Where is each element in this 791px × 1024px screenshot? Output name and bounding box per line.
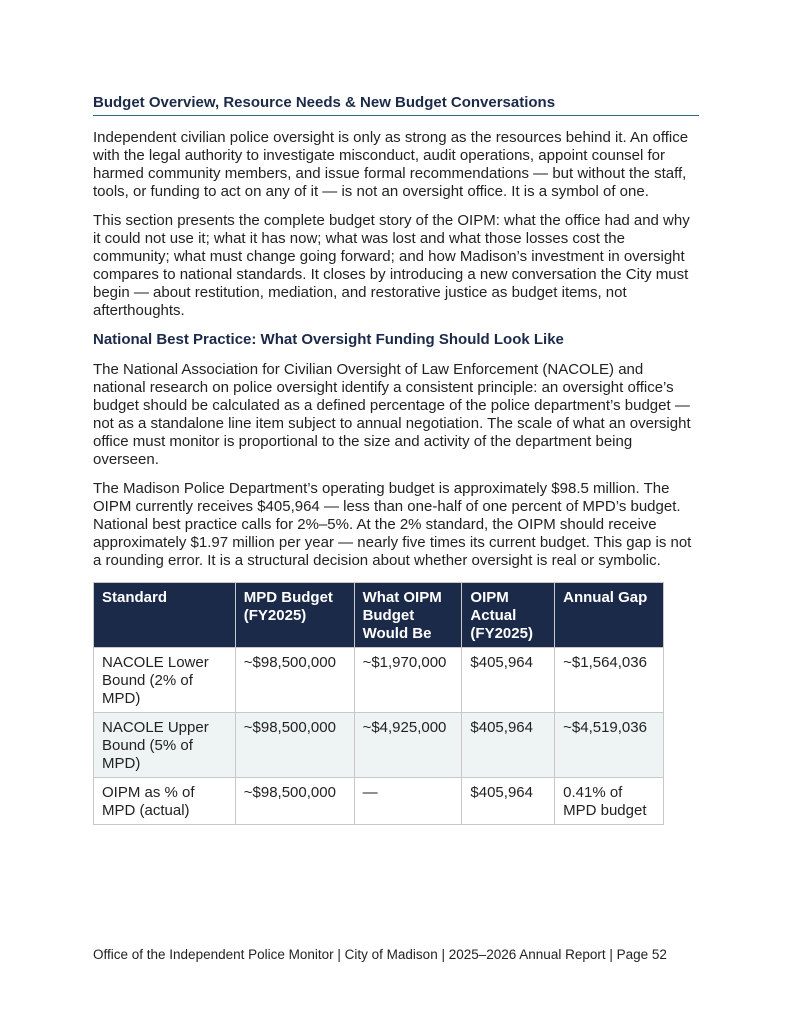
table-header-cell: Standard (94, 583, 236, 648)
table-header-cell: What OIPM Budget Would Be (354, 583, 462, 648)
table-row (94, 778, 664, 825)
budget-comparison-table (93, 582, 664, 825)
intro-paragraph-2: This section presents the complete budget story of the OIPM: what the office had and why it could not use it; what it has now; what was lost and what those losses cost the community; what must change going forward; and how Madison’s investment in oversight compares to national standards. It closes by introducing a new conversation the City must begin — about restitution, mediation, and restorative justice as budget items, not afterthoughts. (93, 212, 690, 319)
table-cell: ~$98,500,000 (235, 648, 354, 713)
page-content (93, 94, 699, 825)
table-cell: ~$1,970,000 (354, 648, 462, 713)
table-header-cell: MPD Budget (FY2025) (235, 583, 354, 648)
best-practice-paragraph-2: The Madison Police Department’s operating budget is approximately $98.5 million. The OIPM currently receives $405,964 — less than one-half of one percent of MPD’s budget. National best practice calls for 2%–5%. At the 2% standard, the OIPM should receive approximately $1.97 million per year — nearly five times its current budget. This gap is not a rounding error. It is a structural decision about whether oversight is real or symbolic. (93, 480, 692, 569)
page-footer: Office of the Independent Police Monitor | City of Madison | 2025–2026 Annual Report | Page 52 (93, 947, 667, 962)
table-row (94, 713, 664, 778)
table-row (94, 648, 664, 713)
best-practice-paragraph-1: The National Association for Civilian Oversight of Law Enforcement (NACOLE) and national research on police oversight identify a consistent principle: an oversight office’s budget should be calculated as a defined percentage of the police department’s budget — not as a standalone line item subject to annual negotiation. The scale of what an oversight office must monitor is proportional to the size and activity of the department being overseen. (93, 361, 691, 468)
table-cell: $405,964 (462, 713, 555, 778)
table-cell: $405,964 (462, 778, 555, 825)
table-cell: $405,964 (462, 648, 555, 713)
best-practice-heading: National Best Practice: What Oversight Funding Should Look Like (93, 331, 564, 348)
table-header-cell: OIPM Actual (FY2025) (462, 583, 555, 648)
table-cell: ~$1,564,036 (555, 648, 664, 713)
table-cell: — (354, 778, 462, 825)
table-cell: ~$98,500,000 (235, 778, 354, 825)
table-header-cell: Annual Gap (555, 583, 664, 648)
table-header-row (94, 583, 664, 648)
table-cell: ~$98,500,000 (235, 713, 354, 778)
table-cell: OIPM as % of MPD (actual) (94, 778, 236, 825)
table-cell: NACOLE Lower Bound (2% of MPD) (94, 648, 236, 713)
section-title: Budget Overview, Resource Needs & New Budget Conversations (93, 94, 699, 116)
table-cell: ~$4,925,000 (354, 713, 462, 778)
table-cell: NACOLE Upper Bound (5% of MPD) (94, 713, 236, 778)
table-cell: 0.41% of MPD budget (555, 778, 664, 825)
intro-paragraph-1: Independent civilian police oversight is only as strong as the resources behind it. An office with the legal authority to investigate misconduct, audit operations, appoint counsel for harmed community members, and issue formal recommendations — but without the staff, tools, or funding to act on any of it — is not an oversight office. It is a symbol of one. (93, 129, 689, 200)
table-cell: ~$4,519,036 (555, 713, 664, 778)
